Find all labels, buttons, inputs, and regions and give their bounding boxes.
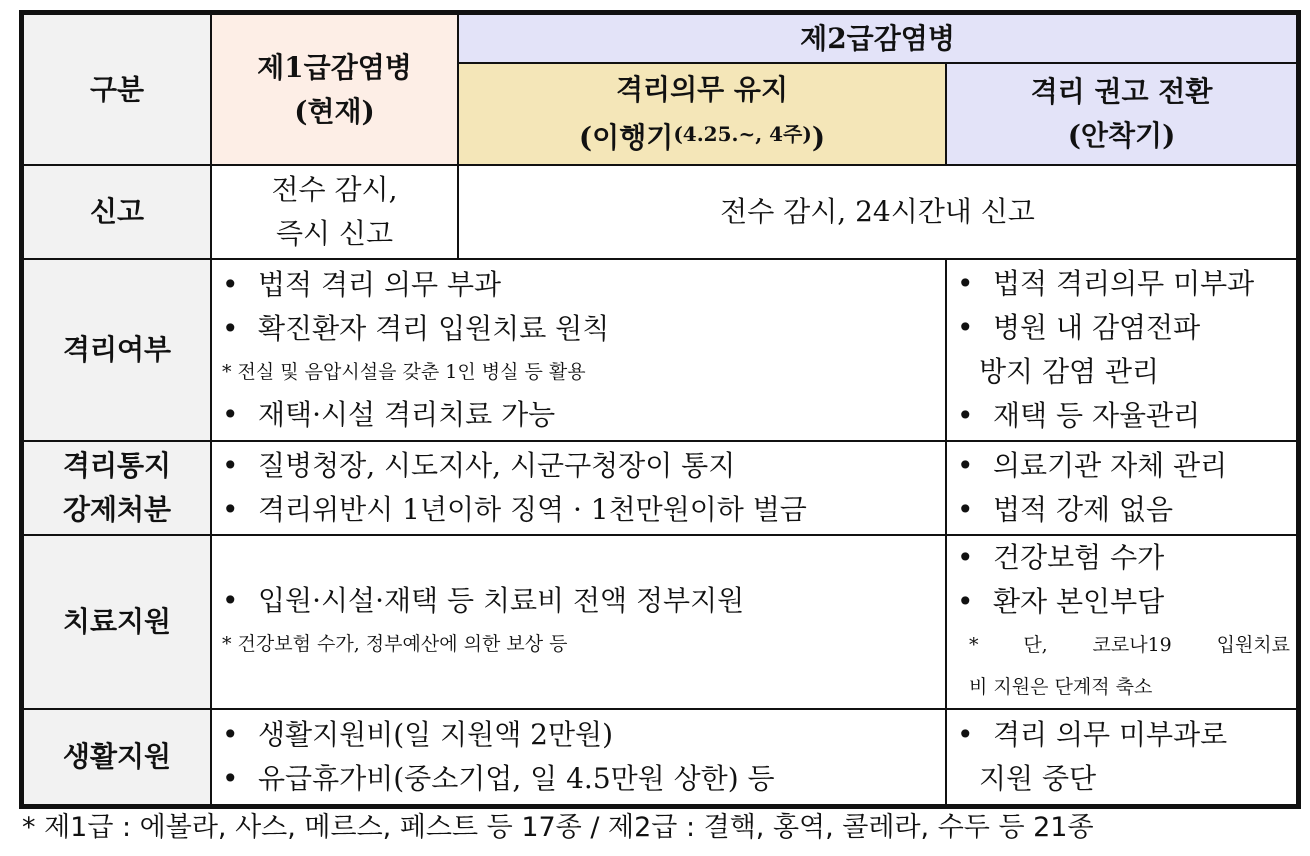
header-keep-period: (4.25.~, 4주)	[673, 122, 812, 146]
list-item: • 의료기관 자체 관리	[957, 444, 1290, 488]
list-item: • 격리 의무 미부과로	[957, 713, 1290, 757]
list-item: • 건강보험 수가	[957, 536, 1290, 580]
notice-grade1	[211, 441, 946, 535]
row-label-report: 신고	[23, 165, 211, 259]
row-label-living: 생활지원	[23, 709, 211, 805]
header-grade1-title: 제1급감염병	[257, 50, 412, 84]
notice-recommend	[946, 441, 1297, 535]
list-item: • 병원 내 감염전파	[957, 306, 1290, 350]
list-item: • 환자 본인부담	[957, 580, 1290, 624]
header-rec-sub: (안착기)	[1067, 119, 1176, 152]
row-label-notice	[23, 441, 211, 535]
header-grade1	[211, 14, 458, 165]
row-label-isolation: 격리여부	[23, 259, 211, 441]
isolation-recommend	[946, 259, 1297, 441]
list-item-continued: 지원 중단	[979, 762, 1097, 795]
header-grade1-sub: (현재)	[294, 94, 375, 128]
list-item-continued: 방지 감염 관리	[979, 355, 1160, 388]
report-grade1	[211, 165, 458, 259]
row-label-notice-1: 격리통지	[62, 449, 172, 482]
isolation-grade1	[211, 259, 946, 441]
header-grade2: 제2급감염병	[458, 14, 1297, 63]
footnote: * 제1급 : 에볼라, 사스, 메르스, 페스트 등 17종 / 제2급 : 결핵, 홍역, 콜레라, 수두 등 21종	[22, 812, 1094, 843]
isolation-note: * 전실 및 음압시설을 갖춘 1인 병실 등 활용	[222, 361, 586, 383]
living-grade1	[211, 709, 946, 805]
list-item: • 유급휴가비(중소기업, 일 4.5만원 상한) 등	[222, 757, 939, 801]
header-recommend	[946, 63, 1297, 165]
treatment-recommend	[946, 535, 1297, 709]
treatment-rec-note-cont: 비 지원은 단계적 축소	[969, 676, 1153, 698]
header-keep-sub-start: (이행기	[578, 121, 674, 154]
report-grade1-line: 전수 감시,	[271, 173, 398, 206]
list-item: • 입원·시설·재택 등 치료비 전액 정부지원	[222, 579, 939, 623]
treatment-grade1	[211, 535, 946, 709]
row-label-notice-2: 강제처분	[62, 493, 172, 526]
list-item: • 재택·시설 격리치료 가능	[222, 393, 939, 437]
treatment-note: * 건강보험 수가, 정부예산에 의한 보상 등	[222, 633, 568, 655]
comparison-table	[22, 13, 1298, 806]
header-keep-sub-end: )	[811, 121, 826, 154]
list-item: • 법적 강제 없음	[957, 488, 1290, 532]
header-label: 구분	[23, 14, 211, 165]
treatment-rec-note: * 단, 코로나19 입원치료	[969, 634, 1291, 656]
list-item: • 생활지원비(일 지원액 2만원)	[222, 713, 939, 757]
row-label-treatment: 치료지원	[23, 535, 211, 709]
header-keep-sub	[459, 112, 945, 160]
list-item: • 재택 등 자율관리	[957, 394, 1290, 438]
report-grade2: 전수 감시, 24시간내 신고	[458, 165, 1297, 259]
header-keep-title: 격리의무 유지	[615, 73, 789, 106]
report-grade1-line: 즉시 신고	[275, 217, 394, 250]
header-rec-title: 격리 권고 전환	[1030, 75, 1213, 108]
list-item: • 법적 격리의무 미부과	[957, 262, 1290, 306]
list-item: • 확진환자 격리 입원치료 원칙	[222, 307, 939, 351]
list-item: • 질병청장, 시도지사, 시군구청장이 통지	[222, 444, 939, 488]
list-item: • 격리위반시 1년이하 징역 · 1천만원이하 벌금	[222, 488, 939, 532]
list-item: • 법적 격리 의무 부과	[222, 263, 939, 307]
living-recommend	[946, 709, 1297, 805]
header-keep-isolation	[458, 63, 946, 165]
